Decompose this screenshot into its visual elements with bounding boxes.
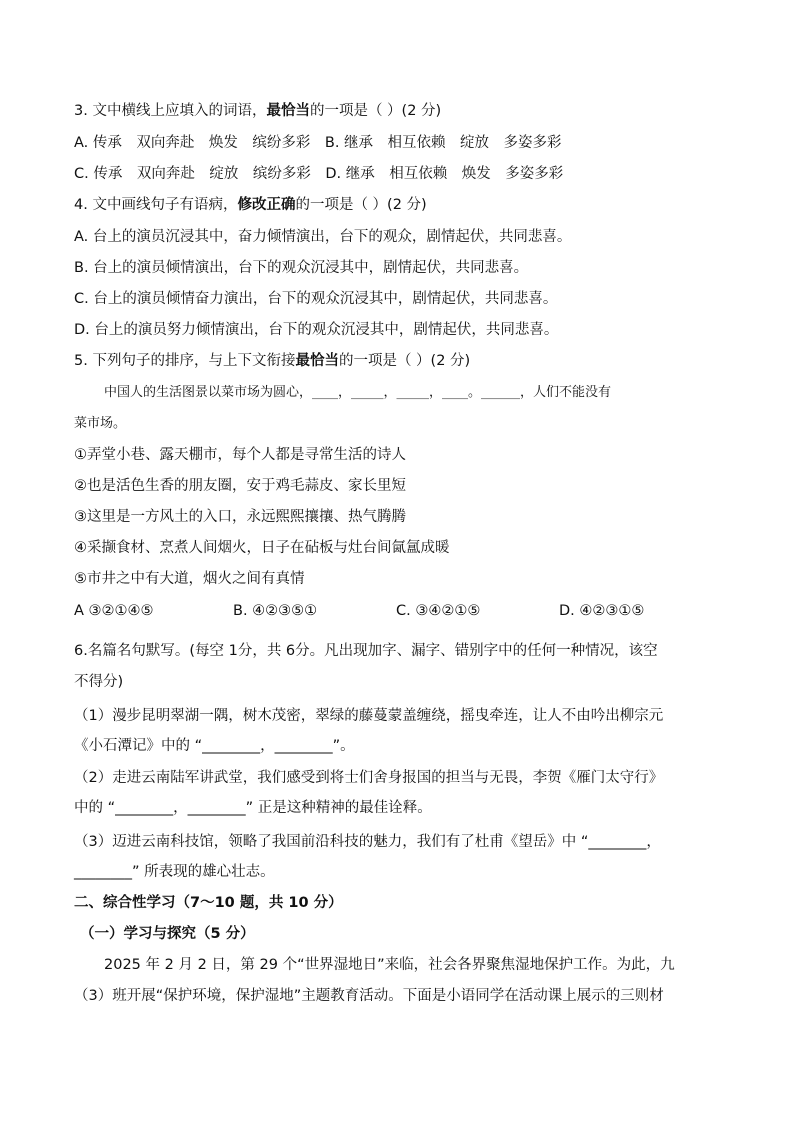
q5-option-b: B. ④②③⑤①	[233, 603, 318, 619]
q4-stem	[74, 195, 427, 215]
q6-part3-line-1: （3）迈进云南科技馆，领略了我国前沿科技的魅力，我们有了杜甫《望岳》中 “________，	[74, 834, 661, 850]
q3-stem-pre: 3. 文中横线上应填入的词语，	[74, 103, 267, 119]
q5-passage-line-1: 中国人的生活图景以菜市场为圆心，____，_____，_____，____。______，人们不能没有	[104, 385, 612, 400]
q5-sentence-2: ②也是活色生香的朋友圈，安于鸡毛蒜皮、家长里短	[74, 478, 406, 494]
section2-paragraph-line-2: （3）班开展“保护环境，保护湿地”主题教育活动。下面是小语同学在活动课上展示的三则材	[74, 988, 664, 1004]
q5-option-c: C. ③④②①⑤	[396, 603, 481, 619]
q4-option-a: A. 台上的演员沉浸其中，奋力倾情演出，台下的观众，剧情起伏，共同悲喜。	[74, 229, 572, 245]
q3-stem	[74, 101, 441, 121]
q6-part1-line-2: 《小石潭记》中的 “________，________”。	[74, 738, 355, 754]
q5-option-d: D. ④②③①⑤	[559, 603, 645, 619]
section2-paragraph-line-1: 2025 年 2 月 2 日，第 29 个“世界湿地日”来临，社会各界聚焦湿地保护工作。为此，九	[104, 957, 675, 973]
q6-intro-line-1: 6.名篇名句默写。(每空 1分，共 6分。凡出现加字、漏字、错别字中的任何一种情况，该空	[74, 643, 658, 659]
q3-stem-bold: 最恰当	[266, 103, 310, 119]
q5-sentence-1: ①弄堂小巷、露天棚市，每个人都是寻常生活的诗人	[74, 447, 406, 463]
q3-options-ab: A. 传承 双向奔赴 焕发 缤纷多彩 B. 继承 相互依赖 绽放 多姿多彩	[74, 135, 562, 151]
q5-option-a: A ③②①④⑤	[74, 603, 154, 619]
q5-sentence-5: ⑤市井之中有大道，烟火之间有真情	[74, 571, 305, 587]
q5-stem-post: 的一项是（ ）(2 分)	[338, 353, 471, 369]
subsection-heading: （一）学习与探究（5 分）	[80, 926, 255, 942]
q6-part1-line-1: （1）漫步昆明翠湖一隅，树木茂密，翠绿的藤蔓蒙盖缠绕，摇曳牵连，让人不由吟出柳宗元	[74, 708, 664, 724]
q6-part2-line-2: 中的 “________，________” 正是这种精神的最佳诠释。	[74, 800, 432, 816]
section-heading: 二、综合性学习（7～10 题，共 10 分）	[74, 895, 343, 911]
q6-intro-line-2: 不得分)	[74, 674, 124, 690]
q6-part3-line-2: ________” 所表现的雄心壮志。	[74, 864, 275, 880]
q6-part2-line-1: （2）走进云南陆军讲武堂，我们感受到将士们舍身报国的担当与无畏，李贺《雁门太守行》	[74, 770, 664, 786]
q4-option-c: C. 台上的演员倾情奋力演出，台下的观众沉浸其中，剧情起伏，共同悲喜。	[74, 291, 558, 307]
q5-stem-bold: 最恰当	[295, 353, 339, 369]
q4-stem-post: 的一项是（ ）(2 分)	[295, 197, 427, 213]
q5-sentence-3: ③这里是一方风土的入口，永远熙熙攘攘、热气腾腾	[74, 509, 406, 525]
q4-stem-bold: 修改正确	[237, 197, 296, 213]
q5-passage-line-2: 菜市场。	[74, 416, 127, 431]
q5-sentence-4: ④采撷食材、烹煮人间烟火，日子在砧板与灶台间氤氲成暖	[74, 540, 450, 556]
q5-stem	[74, 351, 470, 371]
q4-stem-pre: 4. 文中画线句子有语病，	[74, 197, 238, 213]
q5-stem-pre: 5. 下列句子的排序，与上下文衔接	[74, 353, 296, 369]
q4-option-d: D. 台上的演员努力倾情演出，台下的观众沉浸其中，剧情起伏，共同悲喜。	[74, 322, 559, 338]
q3-options-cd: C. 传承 双向奔赴 绽放 缤纷多彩 D. 继承 相互依赖 焕发 多姿多彩	[74, 166, 564, 182]
q4-option-b: B. 台上的演员倾情演出，台下的观众沉浸其中，剧情起伏，共同悲喜。	[74, 260, 529, 276]
q3-stem-post: 的一项是（ ）(2 分)	[309, 103, 442, 119]
